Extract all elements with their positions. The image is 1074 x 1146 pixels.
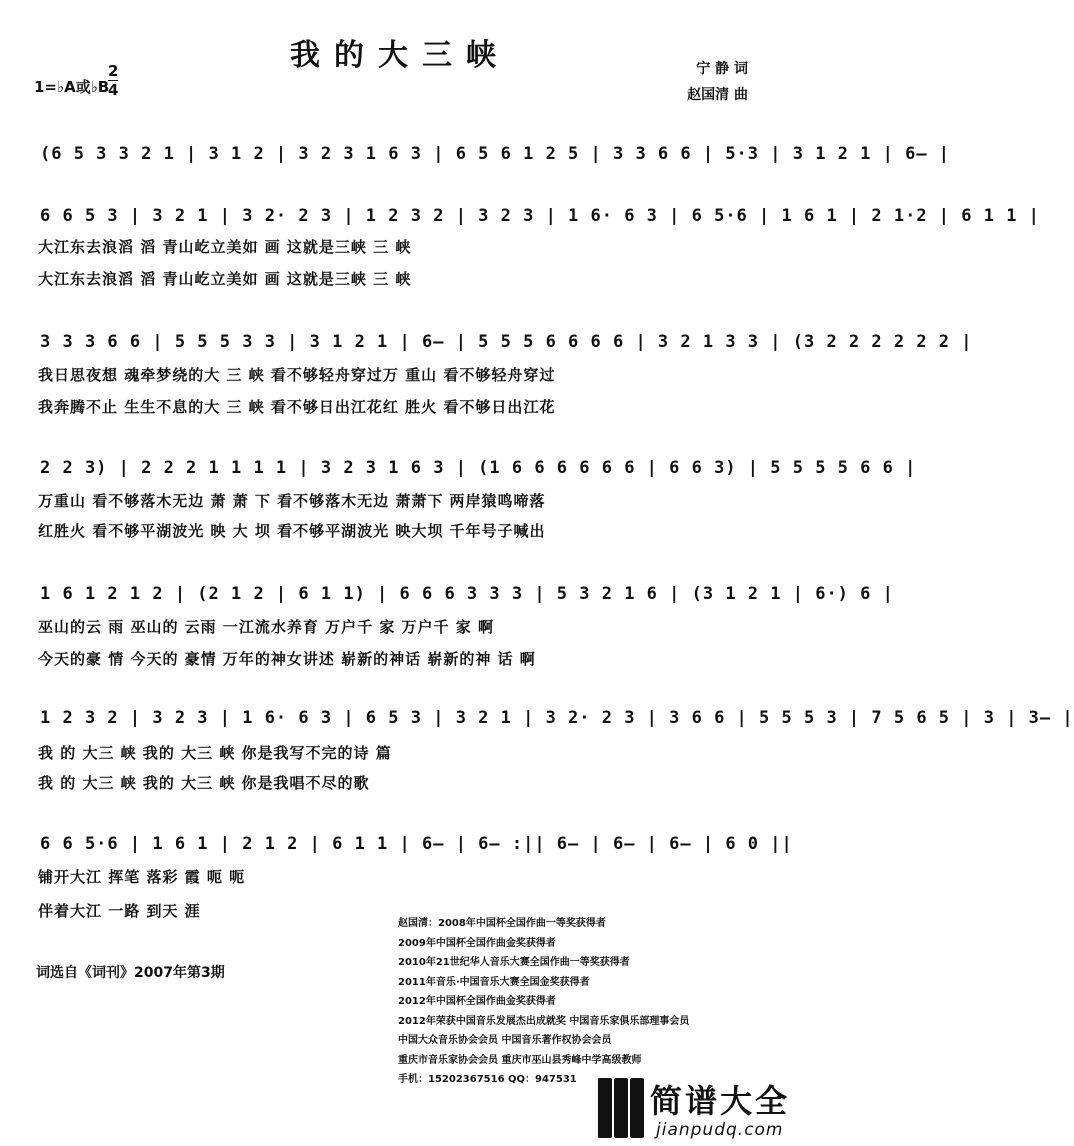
staff-line-2: 6 6 5 3 | 3 2 1 | 3 2· 2 3 | 1 2 3 2 | 3 2 3 | 1 6· 6 3 | 6 5·6 | 1 6 1 | 2 1·2 | 6 1 1 | xyxy=(40,206,1040,226)
bio-line: 2010年21世纪华人音乐大赛全国作曲一等奖获得者 xyxy=(398,957,630,968)
bio-line: 手机：15202367516 QQ：947531 xyxy=(398,1074,577,1085)
lyric-line-3a: 我日思夜想 魂牵梦绕的大 三 峡 看不够轻舟穿过万 重山 看不够轻舟穿过 xyxy=(38,366,556,384)
song-title: 我的大三峡 xyxy=(290,38,510,73)
bio-line: 赵国清：2008年中国杯全国作曲一等奖获得者 xyxy=(398,918,606,929)
key-signature: 1=♭A或♭B xyxy=(34,78,110,96)
staff-line-4: 2 2 3) | 2 2 2 1 1 1 1 | 3 2 3 1 6 3 | (1 6 6 6 6 6 6 | 6 6 3) | 5 5 5 5 6 6 | xyxy=(40,458,917,478)
lyric-line-6b: 我 的 大三 峡 我的 大三 峡 你是我唱不尽的歌 xyxy=(38,774,370,792)
bio-line: 中国大众音乐协会会员 中国音乐著作权协会会员 xyxy=(398,1035,612,1046)
bio-line: 重庆市音乐家协会会员 重庆市巫山县秀峰中学高级教师 xyxy=(398,1054,642,1066)
bio-line: 2009年中国杯全国作曲金奖获得者 xyxy=(398,937,556,949)
staff-line-5: 1 6 1 2 1 2 | (2 1 2 | 6 1 1) | 6 6 6 3 3 3 | 5 3 2 1 6 | (3 1 2 1 | 6·) 6 | xyxy=(40,584,894,604)
logo-title: 简谱大全 xyxy=(650,1082,791,1120)
lyric-line-3b: 我奔腾不止 生生不息的大 三 峡 看不够日出江花红 胜火 看不够日出江花 xyxy=(38,398,556,416)
lyricist-credit: 宁 静 词 xyxy=(696,61,748,77)
meter-top: 2 xyxy=(108,62,119,80)
staff-line-7: 6 6 5·6 | 1 6 1 | 2 1 2 | 6 1 1 | 6— | 6— :|| 6— | 6— | 6— | 6 0 || xyxy=(40,834,793,854)
lyric-line-7a: 铺开大江 挥笔 落彩 霞 呃 呃 xyxy=(38,868,246,886)
lyric-line-4b: 红胜火 看不够平湖波光 映 大 坝 看不够平湖波光 映大坝 千年号子喊出 xyxy=(38,522,546,540)
time-signature xyxy=(108,62,118,99)
lyric-line-4a: 万重山 看不够落木无边 萧 萧 下 看不够落木无边 萧萧下 两岸猿鸣啼落 xyxy=(38,492,546,510)
bio-line: 2012年荣获中国音乐发展杰出成就奖 中国音乐家俱乐部理事会员 xyxy=(398,1015,690,1027)
lyric-line-7b: 伴着大江 一路 到天 涯 xyxy=(38,902,201,920)
lyric-line-6a: 我 的 大三 峡 我的 大三 峡 你是我写不完的诗 篇 xyxy=(38,744,392,762)
lyric-line-5b: 今天的豪 情 今天的 豪情 万年的神女讲述 崭新的神话 崭新的神 话 啊 xyxy=(38,650,536,668)
lyric-line-5a: 巫山的云 雨 巫山的 云雨 一江流水养育 万户千 家 万户千 家 啊 xyxy=(38,618,495,636)
lyric-line-2b: 大江东去浪滔 滔 青山屹立美如 画 这就是三峡 三 峡 xyxy=(38,270,412,288)
site-logo xyxy=(598,1076,798,1144)
composer-credit: 赵国清 曲 xyxy=(687,87,748,103)
bio-line: 2011年音乐·中国音乐大赛全国金奖获得者 xyxy=(398,976,590,988)
bio-line: 2012年中国杯全国作曲金奖获得者 xyxy=(398,996,556,1007)
source-note: 词选自《词刊》2007年第3期 xyxy=(36,965,225,981)
meter-bottom: 4 xyxy=(108,81,119,99)
staff-line-1: (6 5 3 3 2 1 | 3 1 2 | 3 2 3 1 6 3 | 6 5 6 1 2 5 | 3 3 6 6 | 5·3 | 3 1 2 1 | 6— | xyxy=(40,144,951,164)
logo-url: jianpudq.com xyxy=(656,1120,784,1140)
piano-keys-icon xyxy=(598,1078,644,1138)
staff-line-3: 3 3 3 6 6 | 5 5 5 3 3 | 3 1 2 1 | 6— | 5 5 5 6 6 6 6 | 3 2 1 3 3 | (3 2 2 2 2 2 2 | xyxy=(40,332,973,352)
lyric-line-2a: 大江东去浪滔 滔 青山屹立美如 画 这就是三峡 三 峡 xyxy=(38,238,412,256)
composer-bio xyxy=(398,914,798,1090)
staff-line-6: 1 2 3 2 | 3 2 3 | 1 6· 6 3 | 6 5 3 | 3 2 1 | 3 2· 2 3 | 3 6 6 | 5 5 5 3 | 7 5 6 5 | 3 | 3— | xyxy=(40,708,1074,728)
